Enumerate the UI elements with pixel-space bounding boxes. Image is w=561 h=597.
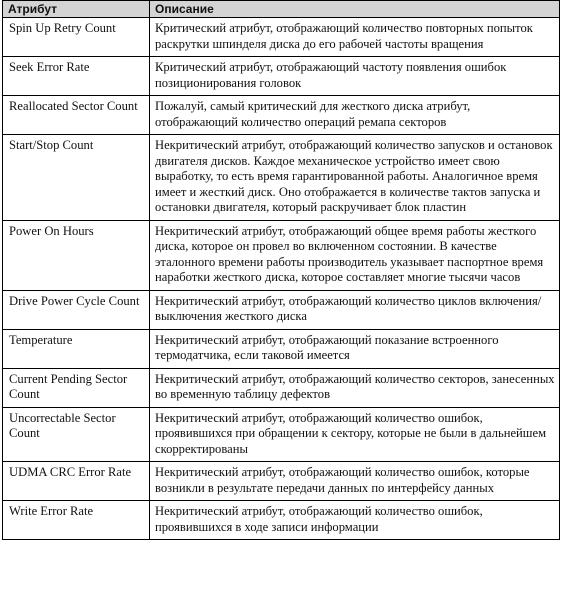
- attribute-description: Некритический атрибут, отображающий количество циклов включения/выключения жесткого диска: [150, 290, 560, 329]
- attribute-description: Некритический атрибут, отображающий количество ошибок, проявившихся в ходе записи информации: [150, 501, 560, 540]
- attribute-description: Пожалуй, самый критический для жесткого диска атрибут, отображающий количество операций ремапа секторов: [150, 96, 560, 135]
- smart-attributes-table: [2, 0, 560, 540]
- attribute-description: Некритический атрибут, отображающий показание встроенного термодатчика, если таковой имеется: [150, 329, 560, 368]
- attribute-name: Drive Power Cycle Count: [3, 290, 150, 329]
- attribute-name: Power On Hours: [3, 220, 150, 290]
- attribute-description: Некритический атрибут, отображающий количество ошибок, проявившихся при обращении к сектору, которые не были в дальнейшем скорректированы: [150, 407, 560, 462]
- attribute-name: Seek Error Rate: [3, 57, 150, 96]
- table-row: [3, 18, 560, 57]
- attribute-name: Start/Stop Count: [3, 135, 150, 221]
- attribute-description: Некритический атрибут, отображающий количество ошибок, которые возникли в результате передачи данных по интерфейсу данных: [150, 462, 560, 501]
- header-description: Описание: [150, 1, 560, 18]
- table-row: [3, 96, 560, 135]
- attribute-name: Reallocated Sector Count: [3, 96, 150, 135]
- header-attribute: Атрибут: [3, 1, 150, 18]
- attribute-description: Некритический атрибут, отображающий количество запусков и остановок двигателя дисков. Каждое механическое устройство имеет свою выработку, то есть время гарантированной работы. Аналогичное время имеет и жесткий диск. Оно отображается в количестве тактов запуска и остановки двигателя, который раскручивает блок пластин: [150, 135, 560, 221]
- table-row: [3, 329, 560, 368]
- attribute-name: Spin Up Retry Count: [3, 18, 150, 57]
- attribute-name: Current Pending Sector Count: [3, 368, 150, 407]
- attribute-description: Критический атрибут, отображающий частоту появления ошибок позиционирования головок: [150, 57, 560, 96]
- table-row: [3, 368, 560, 407]
- table-row: [3, 290, 560, 329]
- attribute-description: Некритический атрибут, отображающий общее время работы жесткого диска, которое он провел во включенном состоянии. В качестве эталонного времени работы производитель указывает паспортное время наработки жесткого диска, которое составляет многие тысячи часов: [150, 220, 560, 290]
- table-row: [3, 135, 560, 221]
- table-row: [3, 220, 560, 290]
- attribute-description: Некритический атрибут, отображающий количество секторов, занесенных во временную таблицу дефектов: [150, 368, 560, 407]
- attribute-name: Uncorrectable Sector Count: [3, 407, 150, 462]
- table-header-row: [3, 1, 560, 18]
- table-row: [3, 57, 560, 96]
- table-row: [3, 501, 560, 540]
- attribute-name: UDMA CRC Error Rate: [3, 462, 150, 501]
- attribute-name: Write Error Rate: [3, 501, 150, 540]
- table-row: [3, 407, 560, 462]
- attribute-description: Критический атрибут, отображающий количество повторных попыток раскрутки шпинделя диска до его рабочей частоты вращения: [150, 18, 560, 57]
- attribute-name: Temperature: [3, 329, 150, 368]
- table-row: [3, 462, 560, 501]
